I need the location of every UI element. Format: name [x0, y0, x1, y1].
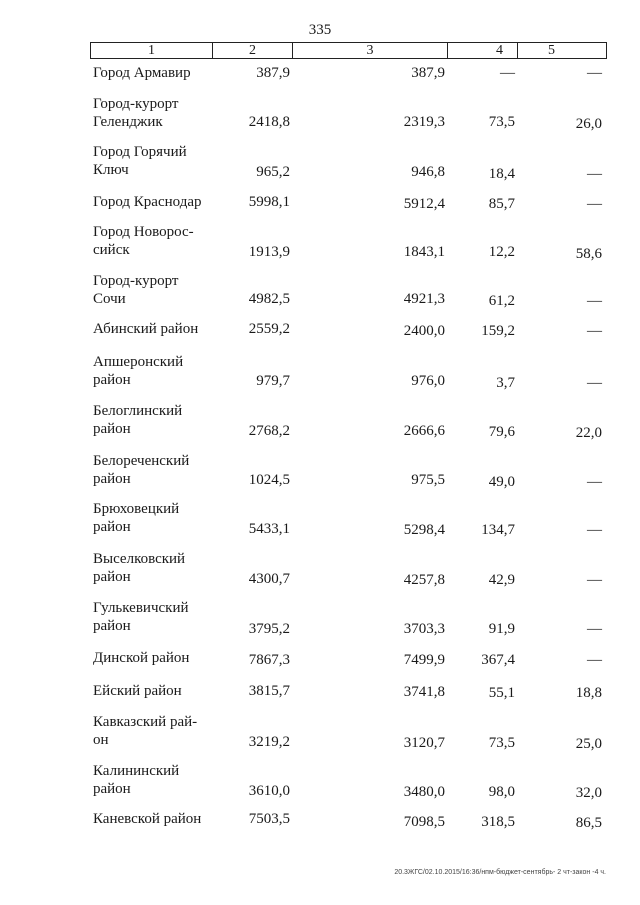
row-value-col2: 1913,9 — [248, 244, 290, 260]
row-value-col5: 22,0 — [575, 425, 602, 441]
row-name: Выселковский район — [93, 551, 186, 585]
row-value-col4: 61,2 — [488, 293, 515, 309]
column-header-2: 2 — [213, 43, 293, 59]
row-name: Город-курорт Геленджик — [93, 96, 179, 130]
row-name: Гулькевичский район — [93, 600, 189, 634]
row-value-col2: 3815,7 — [248, 683, 290, 699]
column-header-5: 5 — [518, 43, 607, 59]
row-value-col3: 7499,9 — [403, 652, 445, 668]
row-value-col2: 5998,1 — [248, 194, 290, 210]
row-value-col3: 3120,7 — [403, 735, 445, 751]
row-name: Динской район — [93, 650, 190, 666]
row-name: Город Новорос- сийск — [93, 224, 194, 258]
row-value-col5: — — [587, 196, 602, 212]
row-value-col2: 4300,7 — [248, 571, 290, 587]
row-value-col4: 49,0 — [488, 474, 515, 490]
row-value-col3: 2400,0 — [403, 323, 445, 339]
row-value-col2: 7503,5 — [248, 811, 290, 827]
row-value-col4: 12,2 — [488, 244, 515, 260]
row-name: Город Горячий Ключ — [93, 144, 187, 178]
row-value-col5: — — [587, 375, 602, 391]
row-value-col2: 1024,5 — [248, 472, 290, 488]
row-value-col3: 946,8 — [411, 164, 445, 180]
row-name: Апшеронский район — [93, 354, 184, 388]
page-number: 335 — [308, 22, 332, 38]
row-value-col3: 5298,4 — [403, 522, 445, 538]
row-value-col4: 85,7 — [488, 196, 515, 212]
row-value-col5: 58,6 — [575, 246, 602, 262]
row-value-col5: 86,5 — [575, 815, 602, 831]
row-value-col4: 91,9 — [488, 621, 515, 637]
row-value-col4: 367,4 — [481, 652, 515, 668]
row-value-col2: 4982,5 — [248, 291, 290, 307]
row-value-col2: 965,2 — [256, 164, 290, 180]
column-header-4: 4 — [448, 43, 518, 59]
row-value-col5: — — [587, 652, 602, 668]
row-value-col2: 2559,2 — [248, 321, 290, 337]
row-value-col2: 2768,2 — [248, 423, 290, 439]
row-value-col5: — — [587, 572, 602, 588]
column-header-3: 3 — [293, 43, 448, 59]
row-value-col4: 42,9 — [488, 572, 515, 588]
row-value-col4: 318,5 — [481, 814, 515, 830]
row-value-col3: 3741,8 — [403, 684, 445, 700]
row-value-col2: 3219,2 — [248, 734, 290, 750]
row-value-col3: 1843,1 — [403, 244, 445, 260]
row-value-col5: — — [587, 293, 602, 309]
row-name: Белоглинский район — [93, 403, 183, 437]
row-name: Кавказский рай- он — [93, 714, 198, 748]
row-value-col2: 5433,1 — [248, 521, 290, 537]
row-value-col3: 975,5 — [411, 472, 445, 488]
row-value-col2: 3795,2 — [248, 621, 290, 637]
row-value-col4: 159,2 — [481, 323, 515, 339]
row-value-col3: 976,0 — [411, 373, 445, 389]
row-name: Город-курорт Сочи — [93, 273, 179, 307]
row-value-col5: — — [587, 474, 602, 490]
row-value-col4: 98,0 — [488, 784, 515, 800]
row-value-col3: 7098,5 — [403, 814, 445, 830]
row-value-col3: 4257,8 — [403, 572, 445, 588]
row-value-col4: 73,5 — [488, 735, 515, 751]
row-value-col5: 25,0 — [575, 736, 602, 752]
row-value-col5: — — [587, 522, 602, 538]
row-name: Каневской район — [93, 811, 202, 827]
row-name: Калининский район — [93, 763, 180, 797]
column-header-1: 1 — [91, 43, 213, 59]
row-value-col4: — — [500, 65, 515, 81]
row-value-col3: 2319,3 — [403, 114, 445, 130]
row-value-col5: — — [587, 621, 602, 637]
row-value-col2: 7867,3 — [248, 652, 290, 668]
row-value-col2: 3610,0 — [248, 783, 290, 799]
row-name: Город Армавир — [93, 65, 191, 81]
row-value-col2: 2418,8 — [248, 114, 290, 130]
row-value-col3: 3480,0 — [403, 784, 445, 800]
row-value-col2: 387,9 — [256, 65, 290, 81]
row-name: Ейский район — [93, 683, 182, 699]
row-value-col4: 55,1 — [488, 685, 515, 701]
row-name: Белореченский район — [93, 453, 190, 487]
row-value-col5: — — [587, 166, 602, 182]
row-value-col5: 18,8 — [575, 685, 602, 701]
row-value-col4: 73,5 — [488, 114, 515, 130]
document-footer-code: 20.3ЖГС/02.10.2015/16:36/нпм-бюджет-сентябрь- 2 чт-закон -4 ч. — [394, 869, 606, 876]
row-value-col4: 79,6 — [488, 424, 515, 440]
row-name: Брюховецкий район — [93, 501, 180, 535]
row-value-col2: 979,7 — [256, 373, 290, 389]
row-value-col5: — — [587, 323, 602, 339]
row-value-col4: 18,4 — [488, 166, 515, 182]
row-value-col3: 5912,4 — [403, 196, 445, 212]
row-name: Город Краснодар — [93, 194, 202, 210]
row-value-col5: — — [587, 65, 602, 81]
row-value-col5: 26,0 — [575, 116, 602, 132]
row-value-col3: 2666,6 — [403, 423, 445, 439]
row-value-col4: 134,7 — [481, 522, 515, 538]
row-value-col4: 3,7 — [496, 375, 515, 391]
row-name: Абинский район — [93, 321, 199, 337]
row-value-col3: 387,9 — [411, 65, 445, 81]
row-value-col3: 4921,3 — [403, 291, 445, 307]
row-value-col3: 3703,3 — [403, 621, 445, 637]
row-value-col5: 32,0 — [575, 785, 602, 801]
